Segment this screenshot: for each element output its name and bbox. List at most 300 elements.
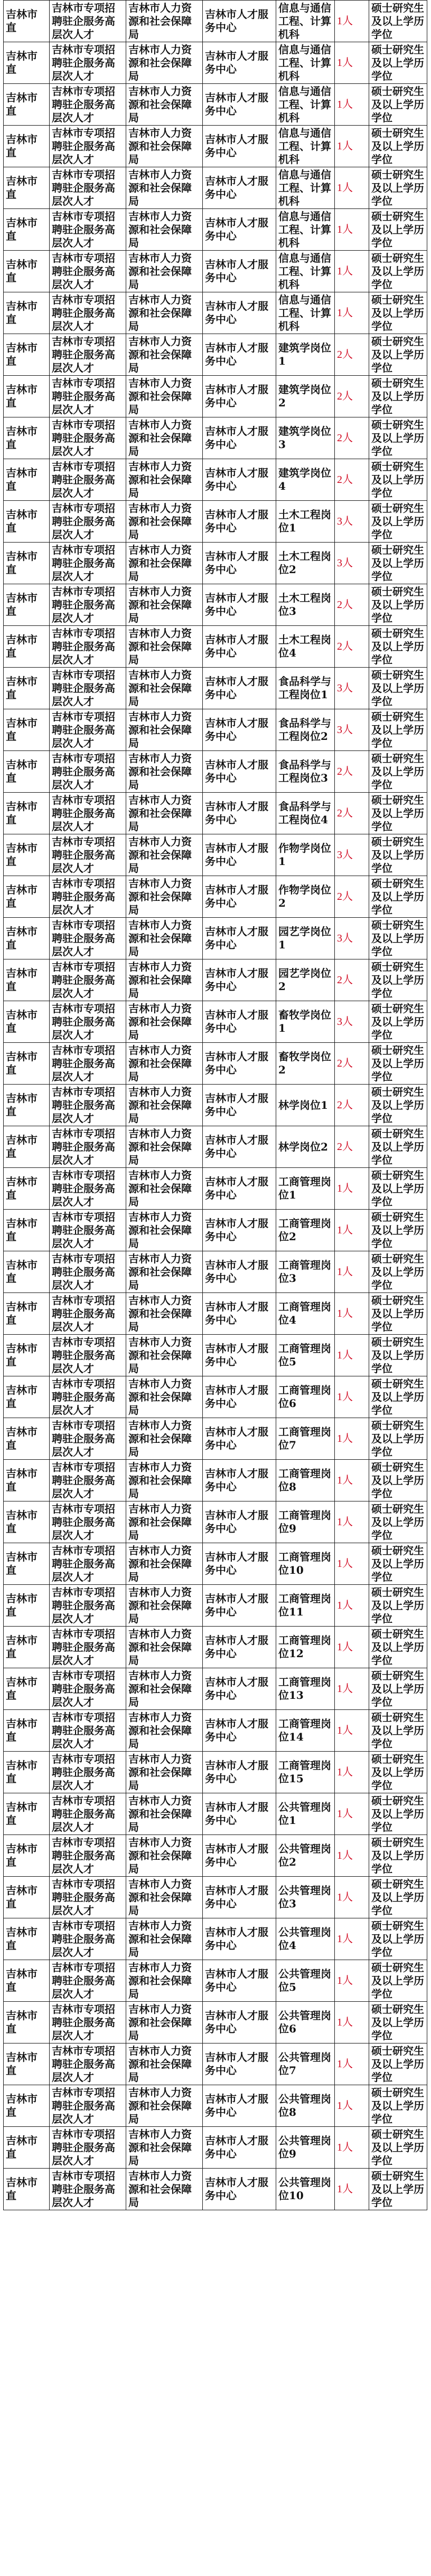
region-cell: 吉林市直 <box>4 1585 50 1627</box>
table-row <box>4 1210 427 1251</box>
table-row <box>4 751 427 793</box>
position-name-cell: 公共管理岗位9 <box>276 2127 335 2169</box>
education-requirement-cell: 硕士研究生及以上学历学位 <box>369 1210 427 1251</box>
headcount-cell: 2人 <box>335 1126 369 1168</box>
position-name-cell: 工商管理岗位2 <box>276 1210 335 1251</box>
education-requirement-cell: 硕士研究生及以上学历学位 <box>369 1293 427 1335</box>
table-row <box>4 1627 427 1668</box>
education-requirement-cell: 硕士研究生及以上学历学位 <box>369 2002 427 2043</box>
education-requirement-cell: 硕士研究生及以上学历学位 <box>369 209 427 251</box>
headcount-cell: 1人 <box>335 1960 369 2002</box>
table-row <box>4 1543 427 1585</box>
employer-unit-cell: 吉林市人才服务中心 <box>203 1293 276 1335</box>
headcount-cell: 2人 <box>335 959 369 1001</box>
headcount-cell: 2人 <box>335 376 369 417</box>
position-name-cell: 工商管理岗位13 <box>276 1668 335 1710</box>
employer-unit-cell: 吉林市人才服务中心 <box>203 2127 276 2169</box>
region-cell: 吉林市直 <box>4 1126 50 1168</box>
position-name-cell: 公共管理岗位6 <box>276 2002 335 2043</box>
department-cell: 吉林市人力资源和社会保障局 <box>126 417 203 459</box>
education-requirement-cell: 硕士研究生及以上学历学位 <box>369 2085 427 2127</box>
employer-unit-cell: 吉林市人才服务中心 <box>203 668 276 709</box>
department-cell: 吉林市人力资源和社会保障局 <box>126 1543 203 1585</box>
position-name-cell: 工商管理岗位9 <box>276 1501 335 1543</box>
employer-unit-cell: 吉林市人才服务中心 <box>203 1627 276 1668</box>
project-name-cell: 吉林市专项招聘驻企服务高层次人才 <box>50 1460 126 1501</box>
region-cell: 吉林市直 <box>4 1085 50 1126</box>
project-name-cell: 吉林市专项招聘驻企服务高层次人才 <box>50 1126 126 1168</box>
position-name-cell: 信息与通信工程、计算机科 <box>276 209 335 251</box>
headcount-cell: 1人 <box>335 292 369 334</box>
table-row <box>4 626 427 668</box>
project-name-cell: 吉林市专项招聘驻企服务高层次人才 <box>50 42 126 84</box>
position-name-cell: 食品科学与工程岗位3 <box>276 751 335 793</box>
employer-unit-cell: 吉林市人才服务中心 <box>203 1085 276 1126</box>
project-name-cell: 吉林市专项招聘驻企服务高层次人才 <box>50 1001 126 1043</box>
employer-unit-cell: 吉林市人才服务中心 <box>203 2043 276 2085</box>
project-name-cell: 吉林市专项招聘驻企服务高层次人才 <box>50 1668 126 1710</box>
employer-unit-cell: 吉林市人才服务中心 <box>203 2085 276 2127</box>
education-requirement-cell: 硕士研究生及以上学历学位 <box>369 751 427 793</box>
headcount-cell: 1人 <box>335 1418 369 1460</box>
position-name-cell: 食品科学与工程岗位1 <box>276 668 335 709</box>
region-cell: 吉林市直 <box>4 334 50 376</box>
position-name-cell: 工商管理岗位1 <box>276 1168 335 1210</box>
region-cell: 吉林市直 <box>4 1835 50 1877</box>
department-cell: 吉林市人力资源和社会保障局 <box>126 1251 203 1293</box>
table-row <box>4 876 427 918</box>
employer-unit-cell: 吉林市人才服务中心 <box>203 1752 276 1793</box>
position-name-cell: 食品科学与工程岗位2 <box>276 709 335 751</box>
region-cell: 吉林市直 <box>4 1251 50 1293</box>
position-name-cell: 园艺学岗位1 <box>276 918 335 959</box>
project-name-cell: 吉林市专项招聘驻企服务高层次人才 <box>50 251 126 292</box>
table-row <box>4 834 427 876</box>
project-name-cell: 吉林市专项招聘驻企服务高层次人才 <box>50 417 126 459</box>
position-name-cell: 工商管理岗位3 <box>276 1251 335 1293</box>
position-name-cell: 建筑学岗位3 <box>276 417 335 459</box>
region-cell: 吉林市直 <box>4 1418 50 1460</box>
education-requirement-cell: 硕士研究生及以上学历学位 <box>369 2169 427 2210</box>
position-name-cell: 工商管理岗位5 <box>276 1335 335 1376</box>
position-name-cell: 林学岗位1 <box>276 1085 335 1126</box>
table-row <box>4 459 427 501</box>
education-requirement-cell: 硕士研究生及以上学历学位 <box>369 292 427 334</box>
project-name-cell: 吉林市专项招聘驻企服务高层次人才 <box>50 1418 126 1460</box>
employer-unit-cell: 吉林市人才服务中心 <box>203 834 276 876</box>
headcount-cell: 1人 <box>335 1793 369 1835</box>
department-cell: 吉林市人力资源和社会保障局 <box>126 1668 203 1710</box>
education-requirement-cell: 硕士研究生及以上学历学位 <box>369 1918 427 1960</box>
headcount-cell: 1人 <box>335 126 369 167</box>
region-cell: 吉林市直 <box>4 459 50 501</box>
education-requirement-cell: 硕士研究生及以上学历学位 <box>369 1585 427 1627</box>
headcount-cell: 1人 <box>335 1877 369 1918</box>
employer-unit-cell: 吉林市人才服务中心 <box>203 959 276 1001</box>
table-row <box>4 1668 427 1710</box>
position-name-cell: 建筑学岗位4 <box>276 459 335 501</box>
headcount-cell: 1人 <box>335 1627 369 1668</box>
employer-unit-cell: 吉林市人才服务中心 <box>203 876 276 918</box>
region-cell: 吉林市直 <box>4 1335 50 1376</box>
education-requirement-cell: 硕士研究生及以上学历学位 <box>369 251 427 292</box>
headcount-cell: 1人 <box>335 209 369 251</box>
department-cell: 吉林市人力资源和社会保障局 <box>126 876 203 918</box>
department-cell: 吉林市人力资源和社会保障局 <box>126 793 203 834</box>
education-requirement-cell: 硕士研究生及以上学历学位 <box>369 2127 427 2169</box>
employer-unit-cell: 吉林市人才服务中心 <box>203 2169 276 2210</box>
education-requirement-cell: 硕士研究生及以上学历学位 <box>369 1335 427 1376</box>
education-requirement-cell: 硕士研究生及以上学历学位 <box>369 334 427 376</box>
position-name-cell: 食品科学与工程岗位4 <box>276 793 335 834</box>
table-row <box>4 1085 427 1126</box>
table-row <box>4 334 427 376</box>
project-name-cell: 吉林市专项招聘驻企服务高层次人才 <box>50 1168 126 1210</box>
position-name-cell: 公共管理岗位2 <box>276 1835 335 1877</box>
table-row <box>4 1335 427 1376</box>
department-cell: 吉林市人力资源和社会保障局 <box>126 1501 203 1543</box>
position-name-cell: 公共管理岗位7 <box>276 2043 335 2085</box>
table-row <box>4 376 427 417</box>
department-cell: 吉林市人力资源和社会保障局 <box>126 543 203 584</box>
table-row <box>4 1 427 42</box>
headcount-cell: 2人 <box>335 1085 369 1126</box>
project-name-cell: 吉林市专项招聘驻企服务高层次人才 <box>50 1335 126 1376</box>
region-cell: 吉林市直 <box>4 292 50 334</box>
table-row <box>4 793 427 834</box>
headcount-cell: 2人 <box>335 584 369 626</box>
position-name-cell: 工商管理岗位4 <box>276 1293 335 1335</box>
region-cell: 吉林市直 <box>4 2127 50 2169</box>
employer-unit-cell: 吉林市人才服务中心 <box>203 1793 276 1835</box>
region-cell: 吉林市直 <box>4 1960 50 2002</box>
table-row <box>4 2043 427 2085</box>
department-cell: 吉林市人力资源和社会保障局 <box>126 1293 203 1335</box>
headcount-cell: 2人 <box>335 751 369 793</box>
table-row <box>4 417 427 459</box>
region-cell: 吉林市直 <box>4 1210 50 1251</box>
position-name-cell: 作物学岗位1 <box>276 834 335 876</box>
department-cell: 吉林市人力资源和社会保障局 <box>126 626 203 668</box>
table-row <box>4 1752 427 1793</box>
region-cell: 吉林市直 <box>4 417 50 459</box>
position-name-cell: 信息与通信工程、计算机科 <box>276 251 335 292</box>
employer-unit-cell: 吉林市人才服务中心 <box>203 1418 276 1460</box>
headcount-cell: 1人 <box>335 1251 369 1293</box>
headcount-cell: 3人 <box>335 918 369 959</box>
table-row <box>4 1376 427 1418</box>
department-cell: 吉林市人力资源和社会保障局 <box>126 1460 203 1501</box>
headcount-cell: 1人 <box>335 1460 369 1501</box>
table-row <box>4 2085 427 2127</box>
employer-unit-cell: 吉林市人才服务中心 <box>203 1877 276 1918</box>
department-cell: 吉林市人力资源和社会保障局 <box>126 2002 203 2043</box>
project-name-cell: 吉林市专项招聘驻企服务高层次人才 <box>50 1543 126 1585</box>
project-name-cell: 吉林市专项招聘驻企服务高层次人才 <box>50 1210 126 1251</box>
project-name-cell: 吉林市专项招聘驻企服务高层次人才 <box>50 584 126 626</box>
position-name-cell: 信息与通信工程、计算机科 <box>276 42 335 84</box>
department-cell: 吉林市人力资源和社会保障局 <box>126 2127 203 2169</box>
table-row <box>4 918 427 959</box>
region-cell: 吉林市直 <box>4 668 50 709</box>
department-cell: 吉林市人力资源和社会保障局 <box>126 959 203 1001</box>
region-cell: 吉林市直 <box>4 2043 50 2085</box>
education-requirement-cell: 硕士研究生及以上学历学位 <box>369 1710 427 1752</box>
education-requirement-cell: 硕士研究生及以上学历学位 <box>369 84 427 126</box>
department-cell: 吉林市人力资源和社会保障局 <box>126 1627 203 1668</box>
table-row <box>4 1918 427 1960</box>
headcount-cell: 1人 <box>335 1210 369 1251</box>
table-row <box>4 1126 427 1168</box>
education-requirement-cell: 硕士研究生及以上学历学位 <box>369 1835 427 1877</box>
project-name-cell: 吉林市专项招聘驻企服务高层次人才 <box>50 1085 126 1126</box>
region-cell: 吉林市直 <box>4 1543 50 1585</box>
table-body <box>4 1 427 2210</box>
headcount-cell: 2人 <box>335 793 369 834</box>
department-cell: 吉林市人力资源和社会保障局 <box>126 1960 203 2002</box>
position-name-cell: 工商管理岗位6 <box>276 1376 335 1418</box>
position-name-cell: 公共管理岗位5 <box>276 1960 335 2002</box>
employer-unit-cell: 吉林市人才服务中心 <box>203 1168 276 1210</box>
education-requirement-cell: 硕士研究生及以上学历学位 <box>369 584 427 626</box>
department-cell: 吉林市人力资源和社会保障局 <box>126 251 203 292</box>
department-cell: 吉林市人力资源和社会保障局 <box>126 1168 203 1210</box>
project-name-cell: 吉林市专项招聘驻企服务高层次人才 <box>50 292 126 334</box>
department-cell: 吉林市人力资源和社会保障局 <box>126 167 203 209</box>
region-cell: 吉林市直 <box>4 1001 50 1043</box>
employer-unit-cell: 吉林市人才服务中心 <box>203 1460 276 1501</box>
region-cell: 吉林市直 <box>4 42 50 84</box>
education-requirement-cell: 硕士研究生及以上学历学位 <box>369 1793 427 1835</box>
employer-unit-cell: 吉林市人才服务中心 <box>203 584 276 626</box>
project-name-cell: 吉林市专项招聘驻企服务高层次人才 <box>50 626 126 668</box>
employer-unit-cell: 吉林市人才服务中心 <box>203 1335 276 1376</box>
education-requirement-cell: 硕士研究生及以上学历学位 <box>369 42 427 84</box>
department-cell: 吉林市人力资源和社会保障局 <box>126 1585 203 1627</box>
region-cell: 吉林市直 <box>4 2169 50 2210</box>
employer-unit-cell: 吉林市人才服务中心 <box>203 376 276 417</box>
headcount-cell: 1人 <box>335 1918 369 1960</box>
project-name-cell: 吉林市专项招聘驻企服务高层次人才 <box>50 1752 126 1793</box>
position-name-cell: 信息与通信工程、计算机科 <box>276 126 335 167</box>
employer-unit-cell: 吉林市人才服务中心 <box>203 543 276 584</box>
position-name-cell: 工商管理岗位15 <box>276 1752 335 1793</box>
headcount-cell: 3人 <box>335 501 369 543</box>
position-name-cell: 工商管理岗位10 <box>276 1543 335 1585</box>
department-cell: 吉林市人力资源和社会保障局 <box>126 1210 203 1251</box>
project-name-cell: 吉林市专项招聘驻企服务高层次人才 <box>50 1501 126 1543</box>
employer-unit-cell: 吉林市人才服务中心 <box>203 1 276 42</box>
table-row <box>4 2002 427 2043</box>
project-name-cell: 吉林市专项招聘驻企服务高层次人才 <box>50 876 126 918</box>
table-row <box>4 1460 427 1501</box>
table-row <box>4 1251 427 1293</box>
employer-unit-cell: 吉林市人才服务中心 <box>203 209 276 251</box>
position-name-cell: 林学岗位2 <box>276 1126 335 1168</box>
position-name-cell: 土木工程岗位3 <box>276 584 335 626</box>
education-requirement-cell: 硕士研究生及以上学历学位 <box>369 1001 427 1043</box>
position-name-cell: 建筑学岗位2 <box>276 376 335 417</box>
employer-unit-cell: 吉林市人才服务中心 <box>203 126 276 167</box>
education-requirement-cell: 硕士研究生及以上学历学位 <box>369 1168 427 1210</box>
department-cell: 吉林市人力资源和社会保障局 <box>126 292 203 334</box>
employer-unit-cell: 吉林市人才服务中心 <box>203 1960 276 2002</box>
project-name-cell: 吉林市专项招聘驻企服务高层次人才 <box>50 1835 126 1877</box>
region-cell: 吉林市直 <box>4 1918 50 1960</box>
table-row <box>4 1001 427 1043</box>
employer-unit-cell: 吉林市人才服务中心 <box>203 1251 276 1293</box>
project-name-cell: 吉林市专项招聘驻企服务高层次人才 <box>50 1877 126 1918</box>
project-name-cell: 吉林市专项招聘驻企服务高层次人才 <box>50 459 126 501</box>
region-cell: 吉林市直 <box>4 584 50 626</box>
headcount-cell: 2人 <box>335 417 369 459</box>
department-cell: 吉林市人力资源和社会保障局 <box>126 1 203 42</box>
region-cell: 吉林市直 <box>4 876 50 918</box>
headcount-cell: 1人 <box>335 2043 369 2085</box>
headcount-cell: 2人 <box>335 334 369 376</box>
position-name-cell: 园艺学岗位2 <box>276 959 335 1001</box>
headcount-cell: 3人 <box>335 1001 369 1043</box>
headcount-cell: 1人 <box>335 2085 369 2127</box>
region-cell: 吉林市直 <box>4 84 50 126</box>
table-row <box>4 501 427 543</box>
department-cell: 吉林市人力资源和社会保障局 <box>126 1126 203 1168</box>
education-requirement-cell: 硕士研究生及以上学历学位 <box>369 1418 427 1460</box>
region-cell: 吉林市直 <box>4 1710 50 1752</box>
table-row <box>4 1877 427 1918</box>
table-row <box>4 126 427 167</box>
education-requirement-cell: 硕士研究生及以上学历学位 <box>369 126 427 167</box>
table-row <box>4 584 427 626</box>
project-name-cell: 吉林市专项招聘驻企服务高层次人才 <box>50 959 126 1001</box>
table-row <box>4 2169 427 2210</box>
education-requirement-cell: 硕士研究生及以上学历学位 <box>369 459 427 501</box>
position-name-cell: 作物学岗位2 <box>276 876 335 918</box>
headcount-cell: 1人 <box>335 1501 369 1543</box>
education-requirement-cell: 硕士研究生及以上学历学位 <box>369 417 427 459</box>
project-name-cell: 吉林市专项招聘驻企服务高层次人才 <box>50 1960 126 2002</box>
education-requirement-cell: 硕士研究生及以上学历学位 <box>369 1668 427 1710</box>
education-requirement-cell: 硕士研究生及以上学历学位 <box>369 1460 427 1501</box>
position-name-cell: 畜牧学岗位1 <box>276 1001 335 1043</box>
table-row <box>4 668 427 709</box>
employer-unit-cell: 吉林市人才服务中心 <box>203 1376 276 1418</box>
region-cell: 吉林市直 <box>4 126 50 167</box>
position-name-cell: 工商管理岗位14 <box>276 1710 335 1752</box>
headcount-cell: 1人 <box>335 1543 369 1585</box>
department-cell: 吉林市人力资源和社会保障局 <box>126 376 203 417</box>
employer-unit-cell: 吉林市人才服务中心 <box>203 1585 276 1627</box>
project-name-cell: 吉林市专项招聘驻企服务高层次人才 <box>50 1043 126 1085</box>
region-cell: 吉林市直 <box>4 751 50 793</box>
department-cell: 吉林市人力资源和社会保障局 <box>126 1418 203 1460</box>
department-cell: 吉林市人力资源和社会保障局 <box>126 209 203 251</box>
project-name-cell: 吉林市专项招聘驻企服务高层次人才 <box>50 1293 126 1335</box>
education-requirement-cell: 硕士研究生及以上学历学位 <box>369 1752 427 1793</box>
department-cell: 吉林市人力资源和社会保障局 <box>126 501 203 543</box>
region-cell: 吉林市直 <box>4 1043 50 1085</box>
education-requirement-cell: 硕士研究生及以上学历学位 <box>369 2043 427 2085</box>
project-name-cell: 吉林市专项招聘驻企服务高层次人才 <box>50 1 126 42</box>
region-cell: 吉林市直 <box>4 918 50 959</box>
region-cell: 吉林市直 <box>4 959 50 1001</box>
headcount-cell: 1人 <box>335 1335 369 1376</box>
headcount-cell: 1人 <box>335 1585 369 1627</box>
education-requirement-cell: 硕士研究生及以上学历学位 <box>369 376 427 417</box>
table-row <box>4 209 427 251</box>
headcount-cell: 1人 <box>335 1293 369 1335</box>
department-cell: 吉林市人力资源和社会保障局 <box>126 2085 203 2127</box>
project-name-cell: 吉林市专项招聘驻企服务高层次人才 <box>50 918 126 959</box>
employer-unit-cell: 吉林市人才服务中心 <box>203 1668 276 1710</box>
region-cell: 吉林市直 <box>4 1 50 42</box>
department-cell: 吉林市人力资源和社会保障局 <box>126 1793 203 1835</box>
employer-unit-cell: 吉林市人才服务中心 <box>203 709 276 751</box>
education-requirement-cell: 硕士研究生及以上学历学位 <box>369 626 427 668</box>
project-name-cell: 吉林市专项招聘驻企服务高层次人才 <box>50 1793 126 1835</box>
project-name-cell: 吉林市专项招聘驻企服务高层次人才 <box>50 751 126 793</box>
employer-unit-cell: 吉林市人才服务中心 <box>203 1835 276 1877</box>
department-cell: 吉林市人力资源和社会保障局 <box>126 1918 203 1960</box>
table-row <box>4 42 427 84</box>
table-row <box>4 1293 427 1335</box>
position-name-cell: 土木工程岗位4 <box>276 626 335 668</box>
project-name-cell: 吉林市专项招聘驻企服务高层次人才 <box>50 1710 126 1752</box>
employer-unit-cell: 吉林市人才服务中心 <box>203 417 276 459</box>
project-name-cell: 吉林市专项招聘驻企服务高层次人才 <box>50 376 126 417</box>
project-name-cell: 吉林市专项招聘驻企服务高层次人才 <box>50 501 126 543</box>
department-cell: 吉林市人力资源和社会保障局 <box>126 1877 203 1918</box>
employer-unit-cell: 吉林市人才服务中心 <box>203 793 276 834</box>
employer-unit-cell: 吉林市人才服务中心 <box>203 251 276 292</box>
department-cell: 吉林市人力资源和社会保障局 <box>126 1752 203 1793</box>
education-requirement-cell: 硕士研究生及以上学历学位 <box>369 543 427 584</box>
project-name-cell: 吉林市专项招聘驻企服务高层次人才 <box>50 1376 126 1418</box>
project-name-cell: 吉林市专项招聘驻企服务高层次人才 <box>50 709 126 751</box>
employer-unit-cell: 吉林市人才服务中心 <box>203 334 276 376</box>
headcount-cell: 1人 <box>335 1752 369 1793</box>
table-row <box>4 251 427 292</box>
table-row <box>4 1501 427 1543</box>
education-requirement-cell: 硕士研究生及以上学历学位 <box>369 793 427 834</box>
employer-unit-cell: 吉林市人才服务中心 <box>203 1501 276 1543</box>
region-cell: 吉林市直 <box>4 376 50 417</box>
education-requirement-cell: 硕士研究生及以上学历学位 <box>369 501 427 543</box>
position-name-cell: 畜牧学岗位2 <box>276 1043 335 1085</box>
headcount-cell: 1人 <box>335 2127 369 2169</box>
position-name-cell: 工商管理岗位7 <box>276 1418 335 1460</box>
education-requirement-cell: 硕士研究生及以上学历学位 <box>369 1543 427 1585</box>
project-name-cell: 吉林市专项招聘驻企服务高层次人才 <box>50 1251 126 1293</box>
project-name-cell: 吉林市专项招聘驻企服务高层次人才 <box>50 1627 126 1668</box>
position-name-cell: 建筑学岗位1 <box>276 334 335 376</box>
headcount-cell: 1人 <box>335 1668 369 1710</box>
position-name-cell: 公共管理岗位8 <box>276 2085 335 2127</box>
department-cell: 吉林市人力资源和社会保障局 <box>126 751 203 793</box>
region-cell: 吉林市直 <box>4 626 50 668</box>
table-row <box>4 959 427 1001</box>
region-cell: 吉林市直 <box>4 501 50 543</box>
table-row <box>4 1793 427 1835</box>
position-name-cell: 信息与通信工程、计算机科 <box>276 84 335 126</box>
region-cell: 吉林市直 <box>4 1460 50 1501</box>
department-cell: 吉林市人力资源和社会保障局 <box>126 668 203 709</box>
project-name-cell: 吉林市专项招聘驻企服务高层次人才 <box>50 334 126 376</box>
project-name-cell: 吉林市专项招聘驻企服务高层次人才 <box>50 84 126 126</box>
region-cell: 吉林市直 <box>4 1877 50 1918</box>
employer-unit-cell: 吉林市人才服务中心 <box>203 1543 276 1585</box>
region-cell: 吉林市直 <box>4 543 50 584</box>
